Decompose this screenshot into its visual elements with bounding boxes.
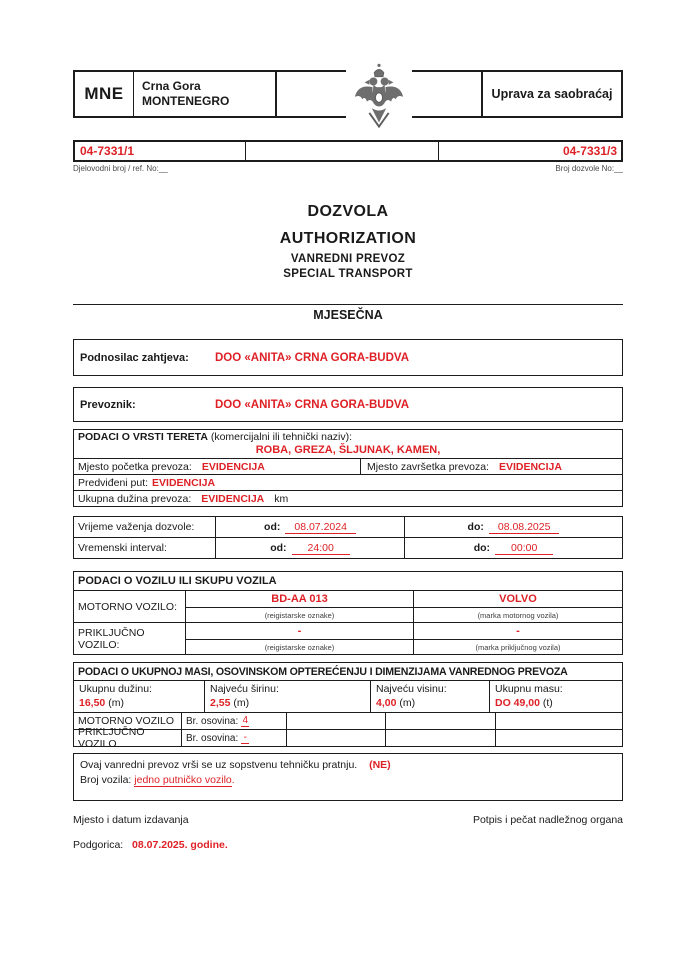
- motor-plate-caption: (reigistarske oznake): [186, 608, 414, 622]
- max-width-cell: [205, 681, 371, 712]
- title-authorization: AUTHORIZATION: [279, 230, 417, 247]
- validity-from-date: 08.07.2024: [285, 521, 356, 534]
- cargo-start-label: Mjesto početka prevoza:: [78, 460, 192, 473]
- motor-axles-label: Br. osovina:: [186, 715, 239, 727]
- validity-interval-label: Vremenski interval:: [74, 538, 216, 558]
- motor-brand-value: VOLVO: [414, 591, 622, 608]
- motor-plate-value: BD-AA 013: [186, 591, 414, 608]
- vehicle-count-value: jedno putničko vozilo: [134, 774, 232, 786]
- issue-place: Podgorica:: [73, 839, 124, 851]
- total-length-unit: (m): [108, 697, 124, 709]
- applicant-value: DOO «ANITA» CRNA GORA-BUDVA: [215, 351, 410, 364]
- vehicle-count-label: Broj vozila:: [80, 774, 132, 786]
- title-special-transport: SPECIAL TRANSPORT: [283, 268, 413, 280]
- motor-vehicle-label: MOTORNO VOZILO:: [74, 591, 186, 622]
- max-height-value: 4,00: [376, 697, 397, 709]
- trailer-axles-cell: [182, 730, 287, 746]
- cargo-distance-unit: km: [274, 492, 289, 505]
- cargo-end-label: Mjesto završetka prevoza:: [367, 460, 489, 473]
- interval-from-time: 24:00: [292, 542, 350, 555]
- applicant-label: Podnosilac zahtjeva:: [80, 351, 189, 364]
- empty-cell: [386, 730, 496, 746]
- cargo-route-row: [74, 475, 622, 491]
- escort-line1: [80, 758, 616, 773]
- horizontal-rule: [73, 304, 623, 305]
- cargo-title-cell: [74, 430, 622, 459]
- cargo-distance-label: Ukupna dužina prevoza:: [78, 492, 192, 505]
- do-label: do:: [467, 521, 484, 533]
- cargo-title-bold: PODACI O VRSTI TERETA: [78, 431, 208, 443]
- motor-axles-value: 4: [242, 715, 249, 726]
- do-label: do:: [473, 542, 491, 554]
- country-code: MNE: [75, 72, 134, 116]
- validity-period-from-cell: [216, 517, 405, 537]
- total-mass-unit: (t): [542, 697, 553, 709]
- validity-interval-row: [74, 537, 622, 558]
- issue-date: 08.07.2025. godine.: [132, 839, 228, 851]
- escort-note-box: [73, 753, 623, 801]
- empty-cell: [287, 730, 386, 746]
- title-vanredni-prevoz: VANREDNI PREVOZ: [290, 253, 406, 265]
- trailer-brand-caption: (marka priključnog vozila): [475, 642, 561, 652]
- trailer-axles-row-label: PRIKLJUČNO VOZILO: [74, 730, 182, 746]
- document-title-block: [73, 198, 623, 282]
- permit-period-type: MJESEČNA: [313, 308, 383, 322]
- dimensions-section: [73, 662, 623, 750]
- total-mass-cell: [490, 681, 622, 712]
- total-length-value: 16,50: [79, 697, 106, 709]
- authority-box: [481, 70, 623, 118]
- reference-number-captions: [73, 164, 623, 174]
- max-width-unit: (m): [233, 697, 250, 709]
- total-mass-value: DO 49,00: [495, 697, 540, 709]
- country-box: [73, 70, 277, 118]
- max-height-label: Najveću visinu:: [376, 683, 447, 695]
- motor-vehicle-row: [74, 591, 622, 622]
- max-height-cell: [371, 681, 490, 712]
- empty-cell: [496, 713, 622, 729]
- trailer-vehicle-label: PRIKLJUČNO VOZILO:: [74, 623, 186, 654]
- total-length-label: Ukupnu dužinu:: [79, 683, 152, 695]
- dimensions-values-row: [74, 681, 622, 713]
- total-mass-label: Ukupnu masu:: [495, 683, 563, 695]
- title-dozvola: DOZVOLA: [307, 203, 389, 220]
- validity-interval-to-cell: [405, 538, 622, 558]
- issue-place-date-row: [73, 839, 623, 851]
- validity-period-label: Vrijeme važenja dozvole:: [74, 517, 216, 537]
- cargo-start-cell: [74, 459, 361, 474]
- trailer-brand-value: -: [414, 623, 622, 640]
- cargo-start-value: EVIDENCIJA: [201, 460, 265, 473]
- cargo-distance-row: [74, 491, 622, 506]
- ref-number-middle-empty: [246, 142, 439, 160]
- ref-number-left: 04-7331/1: [75, 142, 246, 160]
- dimensions-section-title: PODACI O UKUPNOJ MASI, OSOVINSKOM OPTEREĆENJU I DIMENZIJAMA VANREDNOG PREVOZA: [74, 663, 622, 681]
- ref-number-right-caption: Broj dozvole No:__: [555, 164, 623, 173]
- authority-name: Uprava za saobraćaj: [491, 87, 613, 101]
- cargo-end-value: EVIDENCIJA: [498, 460, 562, 473]
- max-height-unit: (m): [399, 697, 416, 709]
- cargo-types-value: ROBA, GREZA, ŠLJUNAK, KAMEN,: [255, 444, 441, 456]
- escort-line2: [80, 773, 616, 788]
- cargo-section-title: [78, 431, 618, 443]
- interval-to-time: 00:00: [495, 542, 553, 555]
- carrier-box: [73, 387, 623, 422]
- header-middle-strip: [277, 70, 481, 118]
- empty-cell: [496, 730, 622, 746]
- total-length-value-line: [79, 696, 204, 710]
- vehicle-section: [73, 571, 623, 655]
- trailer-axles-row: [74, 726, 622, 750]
- max-width-value: 2,55: [210, 697, 231, 709]
- cargo-start-end-row: [74, 459, 622, 475]
- vehicle-count-suffix: .: [231, 774, 235, 786]
- ref-number-right: 04-7331/3: [562, 144, 617, 158]
- max-height-value-line: [376, 696, 489, 710]
- validity-to-date: 08.08.2025: [489, 521, 560, 534]
- cargo-section: [73, 429, 623, 507]
- motor-brand-caption: (marka motornog vozila): [477, 610, 559, 620]
- escort-answer: (NE): [369, 759, 391, 771]
- issue-place-date-label: Mjesto i datum izdavanja: [73, 814, 189, 826]
- cargo-route-label: Predviđeni put:: [78, 476, 149, 489]
- validity-interval-from-cell: [216, 538, 405, 558]
- trailer-plate-value: -: [186, 623, 414, 640]
- max-width-value-line: [210, 696, 370, 710]
- reference-number-table: [73, 140, 623, 162]
- motor-axles-row-label: MOTORNO VOZILO: [74, 713, 182, 729]
- signature-stamp-label: Potpis i pečat nadležnog organa: [472, 814, 623, 826]
- cargo-route-value: EVIDENCIJA: [152, 476, 216, 489]
- applicant-box: [73, 339, 623, 376]
- document-header: [73, 70, 623, 118]
- country-name-local: Crna Gora: [142, 79, 201, 93]
- trailer-axles-value: -: [241, 732, 249, 744]
- total-length-cell: [74, 681, 205, 712]
- footer-labels-row: [73, 814, 623, 826]
- trailer-vehicle-row: [74, 622, 622, 654]
- max-width-label: Najveću širinu:: [210, 683, 279, 695]
- empty-cell: [287, 713, 386, 729]
- od-label: od:: [270, 542, 287, 554]
- country-name: [134, 72, 275, 116]
- vehicle-section-title: PODACI O VOZILU ILI SKUPU VOZILA: [74, 572, 622, 591]
- ref-number-left-caption: Djelovodni broj / ref. No:__: [73, 164, 168, 173]
- document-content: [73, 70, 623, 851]
- cargo-distance-value: EVIDENCIJA: [201, 492, 265, 505]
- trailer-plate-caption: (reigistarske oznake): [186, 640, 414, 654]
- motor-axles-cell: [182, 713, 287, 729]
- validity-period-to-cell: [405, 517, 622, 537]
- total-mass-value-line: [495, 696, 622, 710]
- cargo-title-note: (komercijalni ili tehnički naziv):: [210, 431, 353, 443]
- carrier-value: DOO «ANITA» CRNA GORA-BUDVA: [215, 398, 410, 411]
- validity-period-row: [74, 517, 622, 537]
- coat-of-arms-icon: [346, 63, 412, 129]
- carrier-label: Prevoznik:: [80, 398, 136, 411]
- od-label: od:: [264, 521, 281, 533]
- validity-section: [73, 516, 623, 559]
- empty-cell: [386, 713, 496, 729]
- cargo-end-cell: [361, 461, 622, 473]
- trailer-axles-label: Br. osovina:: [186, 732, 239, 744]
- country-name-english: MONTENEGRO: [142, 94, 230, 108]
- escort-text: Ovaj vanredni prevoz vrši se uz sopstvenu tehničku pratnju.: [80, 759, 358, 771]
